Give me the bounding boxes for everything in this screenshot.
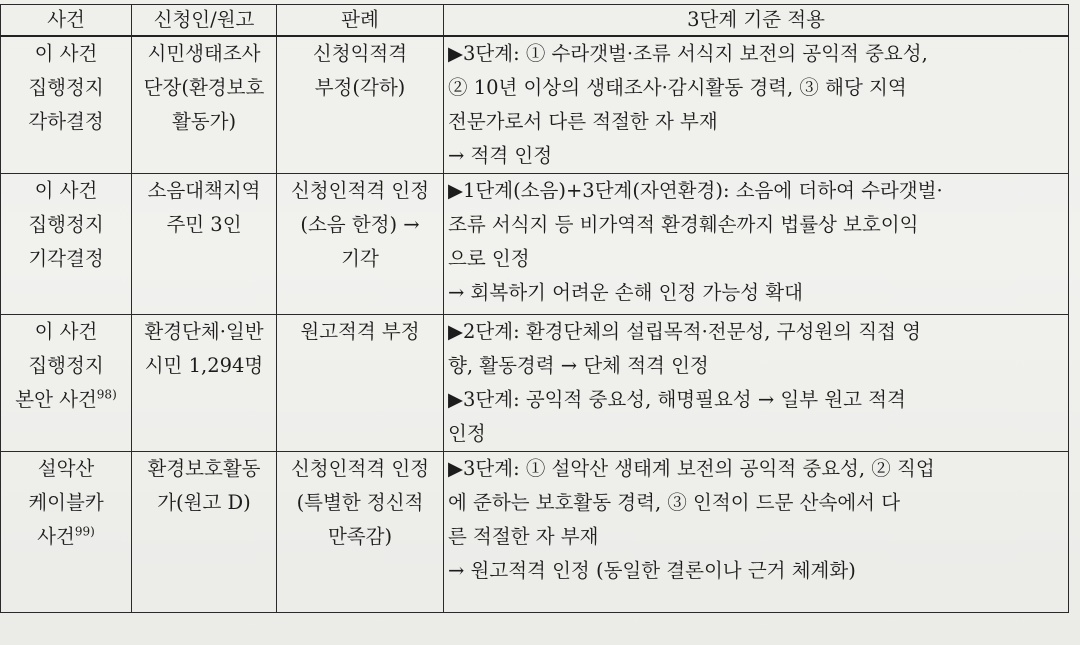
table-row <box>1 452 1069 613</box>
header-applicant: 신청인/원고 <box>132 5 277 37</box>
cell-ruling: 원고적격 부정 <box>277 315 444 452</box>
footnote-marker: 99) <box>74 524 95 539</box>
cell-ruling: 신청인적격 인정 (소음 한정) → 기각 <box>277 174 444 315</box>
header-case: 사건 <box>1 5 132 37</box>
table-row <box>1 174 1069 315</box>
table-header-row <box>1 5 1069 37</box>
cell-applicant: 시민생태조사 단장(환경보호 활동가) <box>132 36 277 174</box>
cell-ruling: 신청인적격 인정 (특별한 정신적 만족감) <box>277 452 444 613</box>
header-application: 3단계 기준 적용 <box>444 5 1069 37</box>
cell-application: ▶3단계: ① 수라갯벌·조류 서식지 보전의 공익적 중요성, ② 10년 이상의 생태조사·감시활동 경력, ③ 해당 지역 전문가로서 다른 적절한 자 부재 → 적격 인정 <box>444 36 1069 174</box>
header-ruling: 판례 <box>277 5 444 37</box>
cell-case: 이 사건 집행정지 기각결정 <box>1 174 132 315</box>
table-row <box>1 315 1069 452</box>
cell-applicant: 소음대책지역 주민 3인 <box>132 174 277 315</box>
cell-ruling: 신청익적격 부정(각하) <box>277 36 444 174</box>
cell-application: ▶3단계: ① 설악산 생태계 보전의 공익적 중요성, ② 직업 에 준하는 보호활동 경력, ③ 인적이 드문 산속에서 다 른 적절한 자 부재 → 원고적격 인정 (동일한 결론이나 근거 체계화) <box>444 452 1069 613</box>
table-row <box>1 36 1069 174</box>
cell-case: 이 사건 집행정지 본안 사건$^{98)}$ <box>1 315 132 452</box>
cell-application: ▶2단계: 환경단체의 설립목적·전문성, 구성원의 직접 영 향, 활동경력 → 단체 적격 인정 ▶3단계: 공익적 중요성, 해명필요성 → 일부 원고 적격 인정 <box>444 315 1069 452</box>
case-comparison-table <box>0 4 1069 613</box>
cell-application: ▶1단계(소음)+3단계(자연환경): 소음에 더하여 수라갯벌· 조류 서식지 등 비가역적 환경훼손까지 법률상 보호이익 으로 인정 → 회복하기 어려운 손해 인정 가능성 확대 <box>444 174 1069 315</box>
cell-case: 설악산 케이블카 사건$^{99)}$ <box>1 452 132 613</box>
cell-applicant: 환경보호활동 가(원고 D) <box>132 452 277 613</box>
footnote-marker: 98) <box>96 387 117 402</box>
cell-case: 이 사건 집행정지 각하결정 <box>1 36 132 174</box>
cell-applicant: 환경단체·일반 시민 1,294명 <box>132 315 277 452</box>
